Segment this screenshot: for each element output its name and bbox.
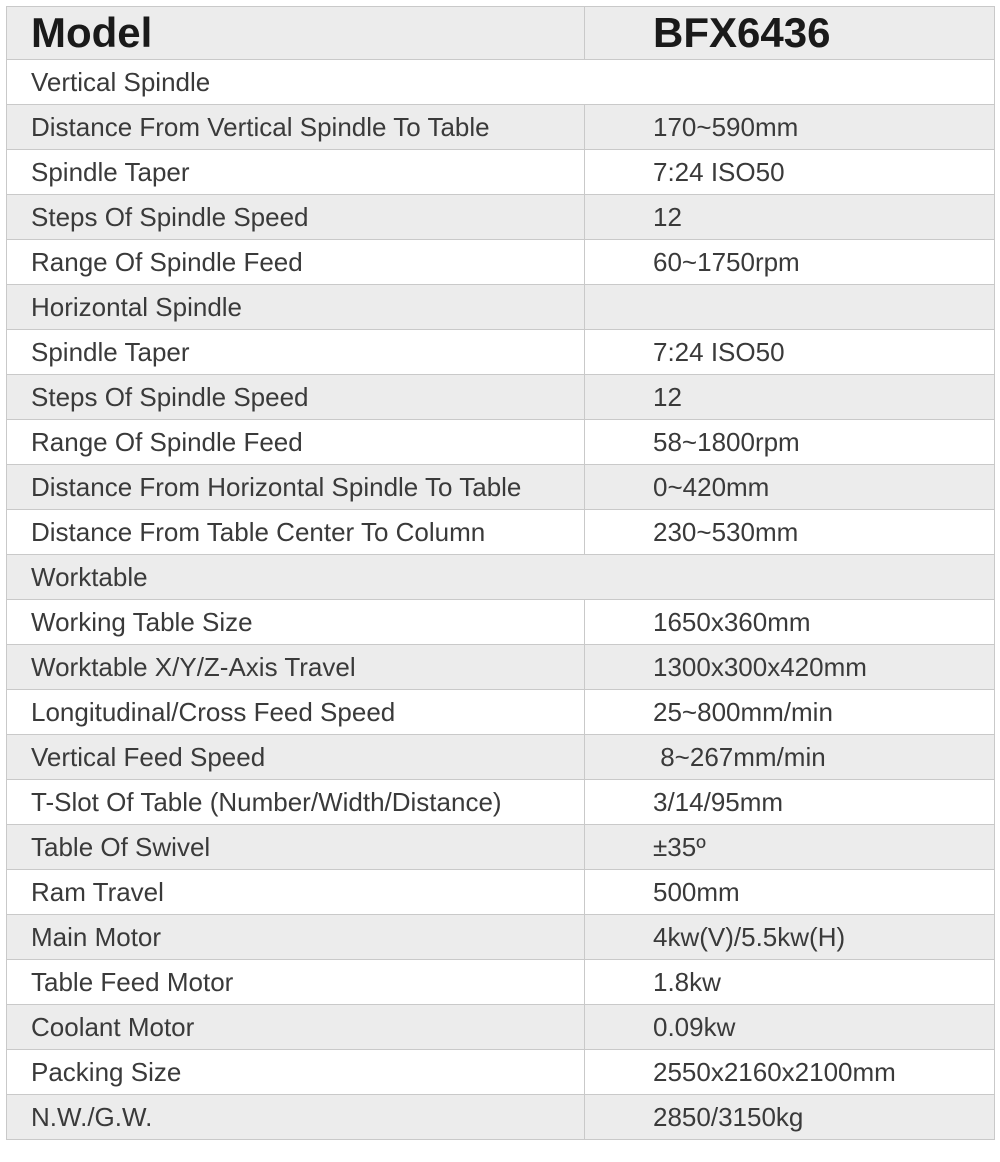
section-label: Horizontal Spindle: [7, 285, 585, 330]
spec-value: 4kw(V)/5.5kw(H): [585, 915, 995, 960]
spec-row: [7, 870, 995, 915]
spec-row: [7, 735, 995, 780]
spec-value: 170~590mm: [585, 105, 995, 150]
spec-value: 7:24 ISO50: [585, 150, 995, 195]
spec-value: 0.09kw: [585, 1005, 995, 1050]
spec-value: 60~1750rpm: [585, 240, 995, 285]
spec-label: Distance From Horizontal Spindle To Table: [7, 465, 585, 510]
spec-value: 8~267mm/min: [585, 735, 995, 780]
spec-label: Packing Size: [7, 1050, 585, 1095]
section-row: [7, 285, 995, 330]
section-label: Vertical Spindle: [7, 60, 995, 105]
header-model-value: BFX6436: [585, 7, 995, 60]
spec-row: [7, 465, 995, 510]
spec-row: [7, 825, 995, 870]
spec-row: [7, 150, 995, 195]
spec-row: [7, 240, 995, 285]
spec-value: 1650x360mm: [585, 600, 995, 645]
spec-value: 12: [585, 195, 995, 240]
spec-label: Distance From Table Center To Column: [7, 510, 585, 555]
spec-label: T-Slot Of Table (Number/Width/Distance): [7, 780, 585, 825]
spec-row: [7, 780, 995, 825]
spec-row: [7, 330, 995, 375]
spec-label: Table Feed Motor: [7, 960, 585, 1005]
spec-label: Worktable X/Y/Z-Axis Travel: [7, 645, 585, 690]
spec-label: Steps Of Spindle Speed: [7, 375, 585, 420]
spec-value: 7:24 ISO50: [585, 330, 995, 375]
spec-label: Range Of Spindle Feed: [7, 420, 585, 465]
header-label: Model: [7, 7, 585, 60]
spec-label: Distance From Vertical Spindle To Table: [7, 105, 585, 150]
spec-value: 58~1800rpm: [585, 420, 995, 465]
spec-row: [7, 195, 995, 240]
spec-value: 0~420mm: [585, 465, 995, 510]
spec-value: 25~800mm/min: [585, 690, 995, 735]
spec-label: Vertical Feed Speed: [7, 735, 585, 780]
spec-value: 2850/3150kg: [585, 1095, 995, 1140]
spec-row: [7, 1050, 995, 1095]
spec-table: [6, 6, 995, 1140]
spec-row: [7, 915, 995, 960]
spec-label: Spindle Taper: [7, 330, 585, 375]
spec-label: Spindle Taper: [7, 150, 585, 195]
section-row: [7, 555, 995, 600]
spec-value: 1300x300x420mm: [585, 645, 995, 690]
spec-row: [7, 960, 995, 1005]
spec-label: N.W./G.W.: [7, 1095, 585, 1140]
spec-value: 2550x2160x2100mm: [585, 1050, 995, 1095]
spec-row: [7, 510, 995, 555]
spec-value: 12: [585, 375, 995, 420]
section-row: [7, 60, 995, 105]
spec-value: [585, 285, 995, 330]
spec-value: 500mm: [585, 870, 995, 915]
spec-row: [7, 1095, 995, 1140]
spec-value: 1.8kw: [585, 960, 995, 1005]
spec-value: 3/14/95mm: [585, 780, 995, 825]
spec-value: 230~530mm: [585, 510, 995, 555]
spec-row: [7, 420, 995, 465]
spec-row: [7, 1005, 995, 1050]
spec-label: Main Motor: [7, 915, 585, 960]
spec-label: Ram Travel: [7, 870, 585, 915]
spec-label: Working Table Size: [7, 600, 585, 645]
spec-label: Coolant Motor: [7, 1005, 585, 1050]
spec-row: [7, 690, 995, 735]
header-row: [7, 7, 995, 60]
spec-label: Steps Of Spindle Speed: [7, 195, 585, 240]
spec-value: ±35º: [585, 825, 995, 870]
spec-row: [7, 645, 995, 690]
spec-table-body: [7, 7, 995, 1140]
section-label: Worktable: [7, 555, 995, 600]
spec-row: [7, 375, 995, 420]
spec-row: [7, 105, 995, 150]
spec-label: Longitudinal/Cross Feed Speed: [7, 690, 585, 735]
spec-label: Range Of Spindle Feed: [7, 240, 585, 285]
spec-label: Table Of Swivel: [7, 825, 585, 870]
spec-row: [7, 600, 995, 645]
